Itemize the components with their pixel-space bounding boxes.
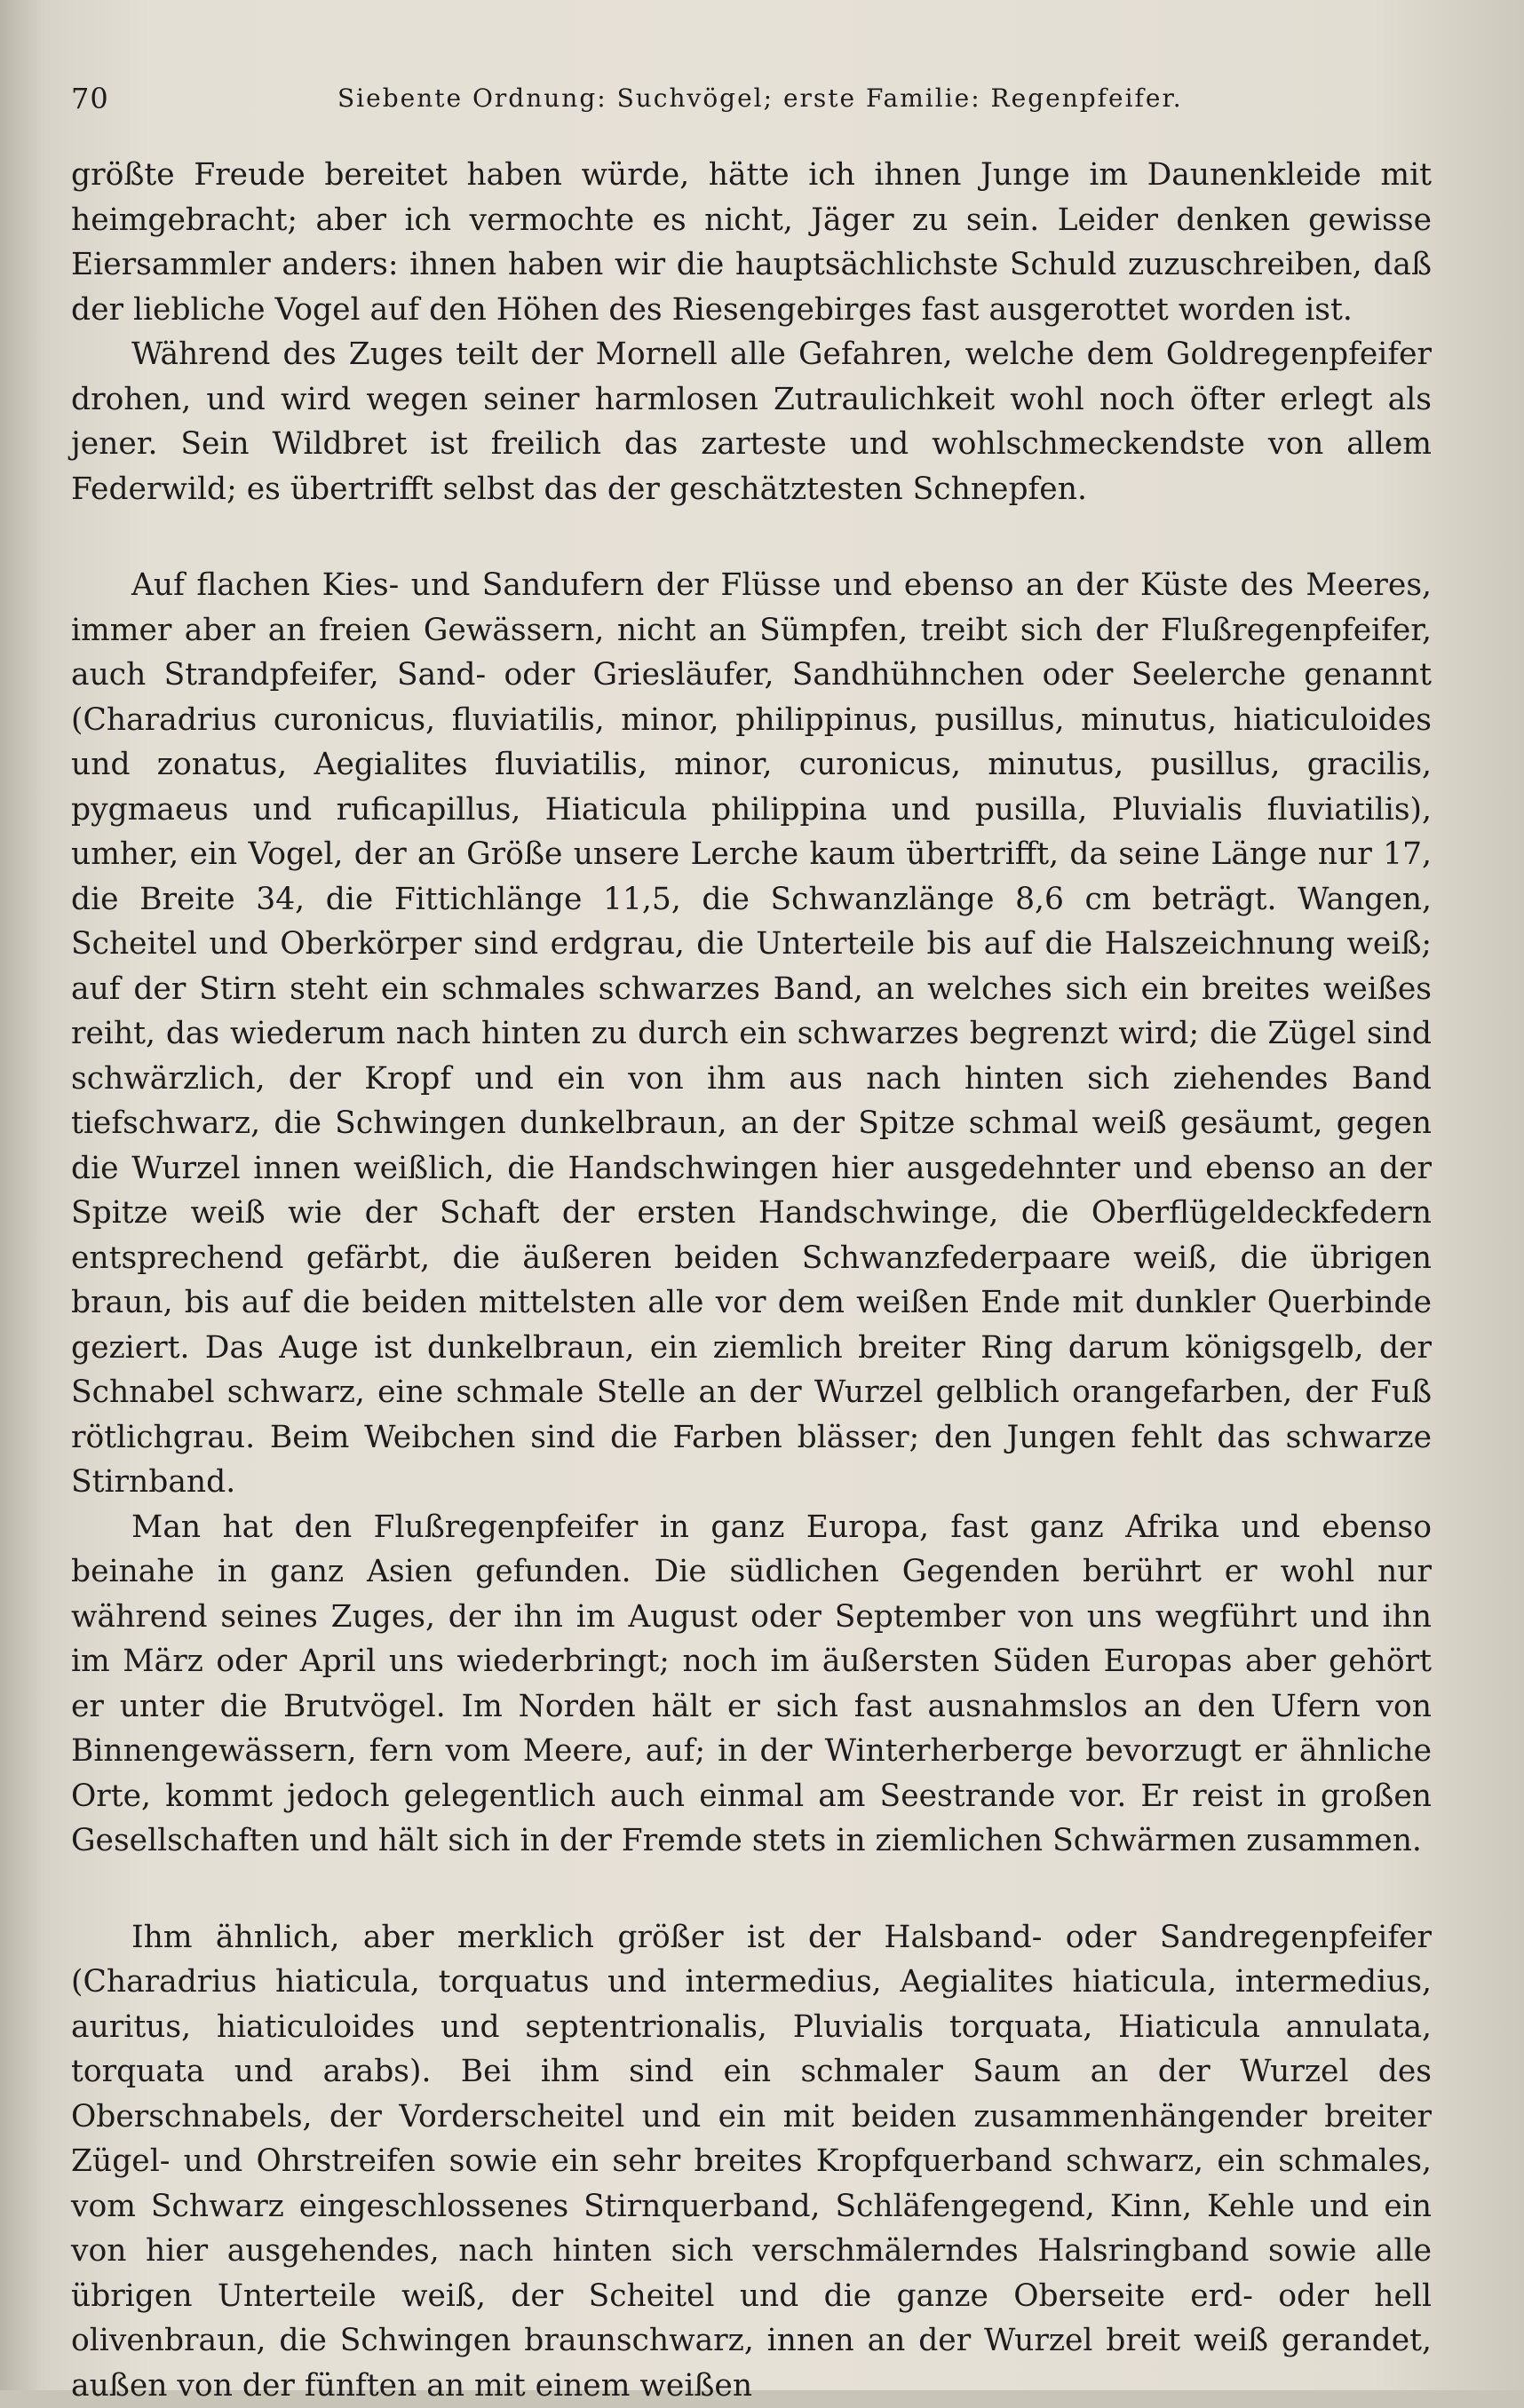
page-number: 70: [71, 82, 109, 115]
page-body: [71, 153, 1432, 2408]
chapter-heading: Siebente Ordnung: Suchvögel; erste Familie: Regenpfeifer.: [337, 83, 1183, 113]
paragraph-verbreitung: Man hat den Flußregenpfeifer in ganz Europa, fast ganz Afrika und ebenso beinahe in ganz Asien gefunden. Die südlichen Gegenden berührt er wohl nur während seines Zuges, der ihn im August oder September von uns wegführt und ihn im März oder April uns wiederbringt; noch im äußersten Süden Europas aber gehört er unter die Brutvögel. Im Norden hält er sich fast ausnahmslos an den Ufern von Binnengewässern, fern vom Meere, auf; in der Winterherberge bevorzugt er ähnliche Orte, kommt jedoch gelegentlich auch einmal am Seestrande vor. Er reist in großen Gesellschaften und hält sich in der Fremde stets in ziemlichen Schwärmen zusammen.: [71, 1505, 1432, 1864]
running-head: [71, 82, 1439, 124]
paragraph-continuation: größte Freude bereitet haben würde, hätte ich ihnen Junge im Daunenkleide mit heimgebracht; aber ich vermochte es nicht, Jäger zu sein. Leider denken gewisse Eiersammler anders: ihnen haben wir die hauptsächlichste Schuld zuzuschreiben, daß der liebliche Vogel auf den Höhen des Riesengebirges fast ausgerottet worden ist.: [71, 153, 1432, 332]
paragraph-mornell: Während des Zuges teilt der Mornell alle Gefahren, welche dem Goldregenpfeifer drohen, und wird wegen seiner harmlosen Zutraulichkeit wohl noch öfter erlegt als jener. Sein Wildbret ist freilich das zarteste und wohlschmeckendste von allem Federwild; es übertrifft selbst das der geschätztesten Schnepfen.: [71, 332, 1432, 511]
paragraph-sandregenpfeifer: Ihm ähnlich, aber merklich größer ist der Halsband- oder Sandregenpfeifer (Charadrius hiaticula, torquatus und intermedius, Aegialites hiaticula, intermedius, auritus, hiaticuloides und septentrionalis, Pluvialis torquata, Hiaticula annulata, torquata und arabs). Bei ihm sind ein schmaler Saum an der Wurzel des Oberschnabels, der Vorderscheitel und ein mit beiden zusammenhängender breiter Zügel- und Ohrstreifen sowie ein sehr breites Kropfquerband schwarz, ein schmales, vom Schwarz eingeschlossenes Stirnquerband, Schläfengegend, Kinn, Kehle und ein von hier ausgehendes, nach hinten sich verschmälerndes Halsringband sowie alle übrigen Unterteile weiß, der Scheitel und die ganze Oberseite erd- oder hell olivenbraun, die Schwingen braunschwarz, innen an der Wurzel breit weiß gerandet, außen von der fünften an mit einem weißen: [71, 1915, 1432, 2408]
paragraph-flussregenpfeifer: Auf flachen Kies- und Sandufern der Flüsse und ebenso an der Küste des Meeres, immer aber an freien Gewässern, nicht an Sümpfen, treibt sich der Flußregenpfeifer, auch Strandpfeifer, Sand- oder Griesläufer, Sandhühnchen oder Seelerche genannt (Charadrius curonicus, fluviatilis, minor, philippinus, pusillus, minutus, hiaticuloides und zonatus, Aegialites fluviatilis, minor, curonicus, minutus, pusillus, gracilis, pygmaeus und ruficapillus, Hiaticula philippina und pusilla, Pluvialis fluviatilis), umher, ein Vogel, der an Größe unsere Lerche kaum übertrifft, da seine Länge nur 17, die Breite 34, die Fittichlänge 11,5, die Schwanzlänge 8,6 cm beträgt. Wangen, Scheitel und Oberkörper sind erdgrau, die Unterteile bis auf die Halszeichnung weiß; auf der Stirn steht ein schmales schwarzes Band, an welches sich ein breites weißes reiht, das wiederum nach hinten zu durch ein schwarzes begrenzt wird; die Zügel sind schwärzlich, der Kropf und ein von ihm aus nach hinten sich ziehendes Band tiefschwarz, die Schwingen dunkelbraun, an der Spitze schmal weiß gesäumt, gegen die Wurzel innen weißlich, die Handschwingen hier ausgedehnter und ebenso an der Spitze weiß wie der Schaft der ersten Handschwinge, die Oberflügeldeckfedern entsprechend gefärbt, die äußeren beiden Schwanzfederpaare weiß, die übrigen braun, bis auf die beiden mittelsten alle vor dem weißen Ende mit dunkler Querbinde geziert. Das Auge ist dunkelbraun, ein ziemlich breiter Ring darum königsgelb, der Schnabel schwarz, eine schmale Stelle an der Wurzel gelblich orangefarben, der Fuß rötlichgrau. Beim Weibchen sind die Farben blässer; den Jungen fehlt das schwarze Stirnband.: [71, 563, 1432, 1505]
